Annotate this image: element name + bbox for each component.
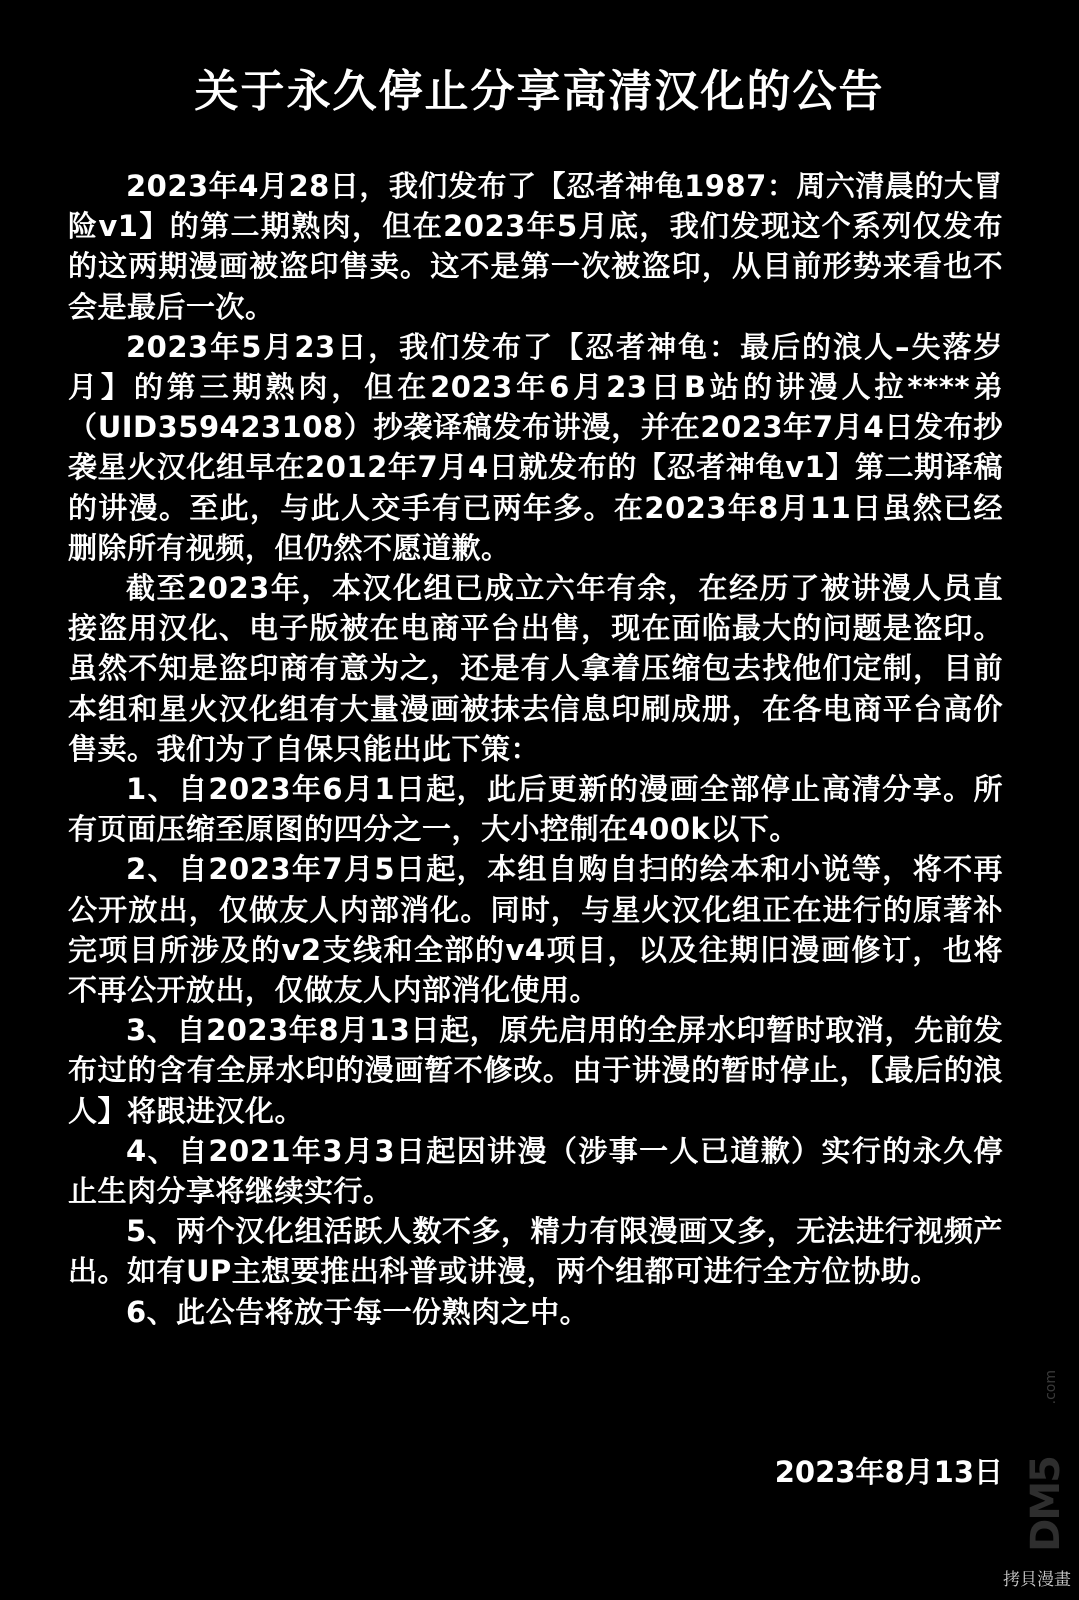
paragraph-1: 2023年4月28日，我们发布了【忍者神龟1987：周六清晨的大冒险v1】的第二期熟肉，但在2023年5月底，我们发现这个系列仅发布的这两期漫画被盗印售卖。这不是第一次被盗印，从目前形势来看也不会是最后一次。 [68, 169, 1003, 324]
announcement-date: 2023年8月13日 [774, 1455, 1003, 1489]
list-item-4: 4、自2021年3月3日起因讲漫（涉事一人已道歉）实行的永久停止生肉分享将继续实行。 [68, 1133, 1003, 1209]
announcement-body [68, 166, 1003, 1332]
list-item-3: 3、自2023年8月13日起，原先启用的全屏水印暂时取消，先前发布过的含有全屏水印的漫画暂不修改。由于讲漫的暂时停止，【最后的浪人】将跟进汉化。 [68, 1013, 1003, 1128]
list-item-5: 5、两个汉化组活跃人数不多，精力有限漫画又多，无法进行视频产出。如有UP主想要推出科普或讲漫，两个组都可进行全方位协助。 [68, 1214, 1003, 1289]
watermark-logo: DM5 [1023, 1457, 1069, 1552]
list-item-2: 2、自2023年7月5日起，本组自购自扫的绘本和小说等，将不再公开放出，仅做友人内部消化。同时，与星火汉化组正在进行的原著补完项目所涉及的v2支线和全部的v4项目，以及往期旧漫画修订，也将不再公开放出，仅做友人内部消化使用。 [68, 852, 1003, 1008]
list-item-1: 1、自2023年6月1日起，此后更新的漫画全部停止高清分享。所有页面压缩至原图的四分之一，大小控制在400k以下。 [68, 772, 1003, 847]
paragraph-3: 截至2023年，本汉化组已成立六年有余，在经历了被讲漫人员直接盗用汉化、电子版被在电商平台出售，现在面临最大的问题是盗印。虽然不知是盗印商有意为之，还是有人拿着压缩包去找他们定制，目前本组和星火汉化组有大量漫画被抹去信息印刷成册，在各电商平台高价售卖。我们为了自保只能出此下策： [68, 571, 1003, 766]
list-item-6: 6、此公告将放于每一份熟肉之中。 [126, 1294, 590, 1329]
paragraph-2: 2023年5月23日，我们发布了【忍者神龟：最后的浪人–失落岁月】的第三期熟肉，但在2023年6月23日B站的讲漫人拉****弟（UID359423108）抄袭译稿发布讲漫，并在2023年7月4日发布抄袭星火汉化组早在2012年7月4日就发布的【忍者神龟v1】第二期译稿的讲漫。至此，与此人交手有已两年多。在2023年8月11日虽然已经删除所有视频，但仍然不愿道歉。 [68, 329, 1003, 565]
watermark-text: 拷貝漫畫 [1003, 1570, 1071, 1590]
watermark-site: .com [1043, 1369, 1059, 1404]
page-title: 关于永久停止分享高清汉化的公告 [194, 66, 885, 117]
